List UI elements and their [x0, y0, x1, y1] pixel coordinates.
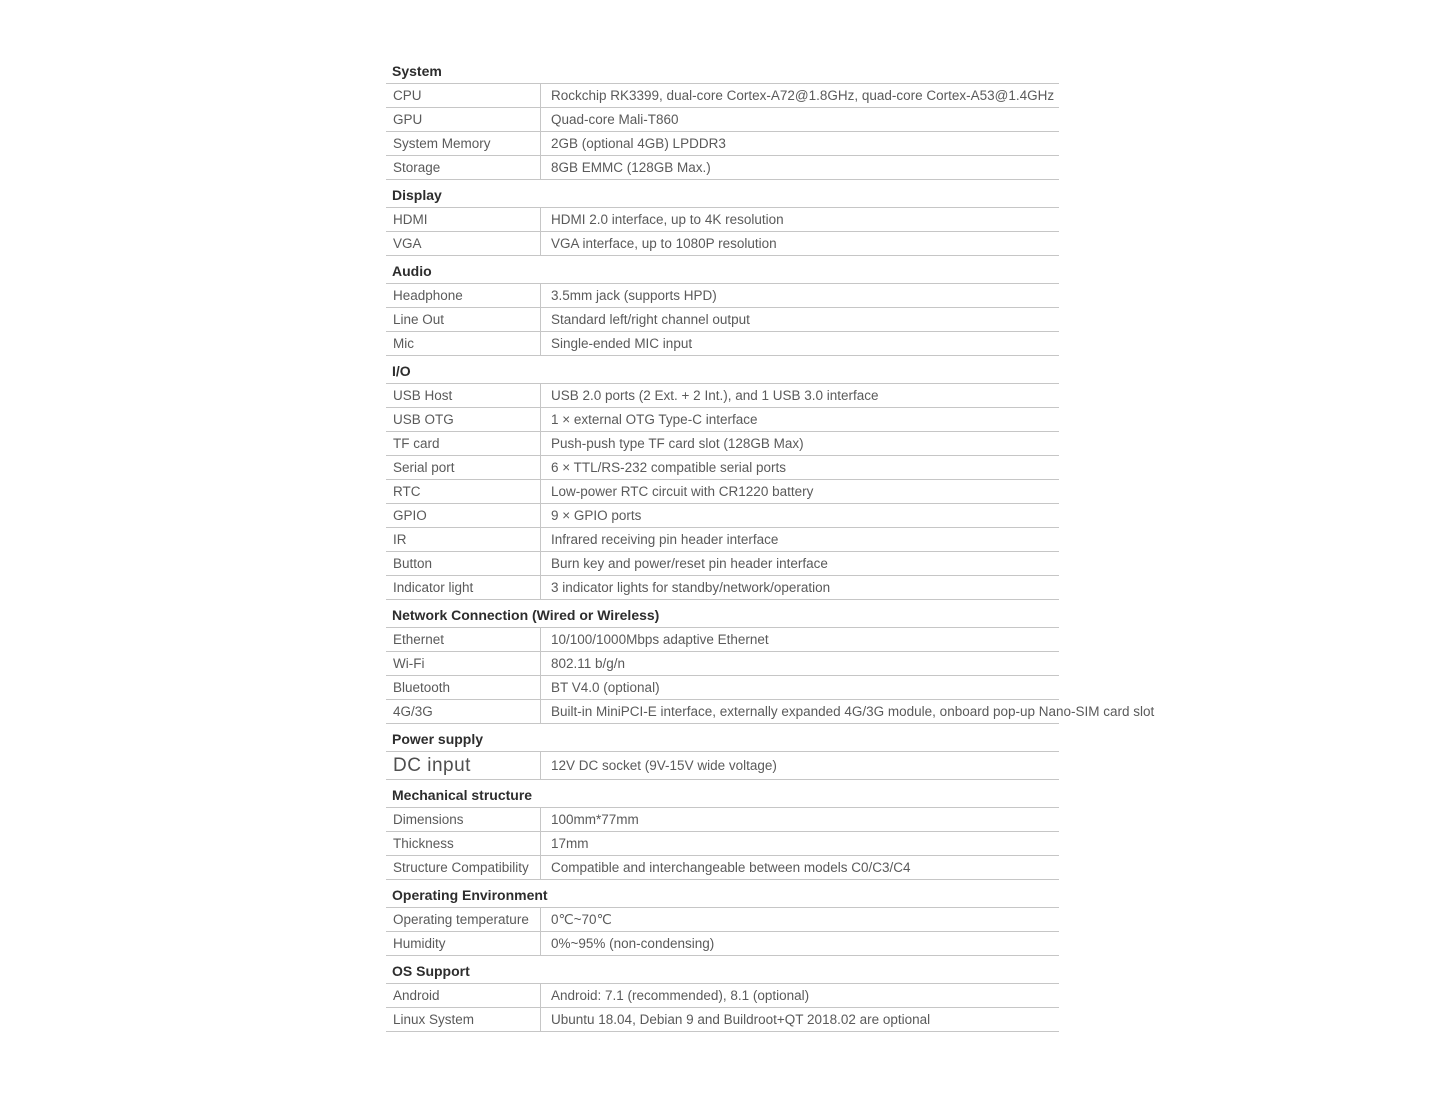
- spec-row-ir: [386, 528, 1059, 552]
- spec-row-structure-compatibility: [386, 856, 1059, 880]
- spec-value: 1 × external OTG Type-C interface: [540, 408, 1059, 431]
- spec-label: Button: [393, 556, 433, 571]
- spec-label: Operating temperature: [393, 912, 529, 927]
- spec-row-line-out: [386, 308, 1059, 332]
- spec-row-usb-otg: [386, 408, 1059, 432]
- spec-row-wi-fi: [386, 652, 1059, 676]
- spec-value: Android: 7.1 (recommended), 8.1 (optional): [540, 984, 1059, 1007]
- spec-label: DC input: [393, 755, 471, 776]
- section-title: Operating Environment: [386, 884, 1059, 908]
- spec-value: Built-in MiniPCI-E interface, externally expanded 4G/3G module, onboard pop-up Nano-SIM card slot: [540, 700, 1154, 723]
- spec-row-dimensions: [386, 808, 1059, 832]
- spec-value: Quad-core Mali-T860: [540, 108, 1059, 131]
- spec-row-thickness: [386, 832, 1059, 856]
- spec-row-operating-temperature: [386, 908, 1059, 932]
- spec-value: 6 × TTL/RS-232 compatible serial ports: [540, 456, 1059, 479]
- spec-value: Single-ended MIC input: [540, 332, 1059, 355]
- spec-row-linux-system: [386, 1008, 1059, 1032]
- spec-value: Push-push type TF card slot (128GB Max): [540, 432, 1059, 455]
- spec-value: Infrared receiving pin header interface: [540, 528, 1059, 551]
- section-title: Display: [386, 184, 1059, 208]
- section-title: Audio: [386, 260, 1059, 284]
- spec-value: 802.11 b/g/n: [540, 652, 1059, 675]
- spec-label: Indicator light: [393, 580, 474, 595]
- spec-row-tf-card: [386, 432, 1059, 456]
- spec-value: BT V4.0 (optional): [540, 676, 1059, 699]
- spec-label: Serial port: [393, 460, 455, 475]
- spec-label: RTC: [393, 484, 421, 499]
- spec-label: Wi-Fi: [393, 656, 425, 671]
- section-power-supply: [386, 728, 1059, 780]
- spec-value: Compatible and interchangeable between models C0/C3/C4: [540, 856, 1059, 879]
- spec-label: Linux System: [393, 1012, 475, 1027]
- spec-value: 100mm*77mm: [540, 808, 1059, 831]
- spec-value: Low-power RTC circuit with CR1220 battery: [540, 480, 1059, 503]
- spec-row-hdmi: [386, 208, 1059, 232]
- spec-row-dc-input: [386, 752, 1059, 780]
- spec-value: Ubuntu 18.04, Debian 9 and Buildroot+QT 2018.02 are optional: [540, 1008, 1059, 1031]
- spec-row-ethernet: [386, 628, 1059, 652]
- section-title: OS Support: [386, 960, 1059, 984]
- spec-value: Burn key and power/reset pin header interface: [540, 552, 1059, 575]
- spec-label: Humidity: [393, 936, 446, 951]
- spec-label: USB OTG: [393, 412, 454, 427]
- spec-value: 3.5mm jack (supports HPD): [540, 284, 1059, 307]
- spec-label: 4G/3G: [393, 704, 433, 719]
- spec-value: VGA interface, up to 1080P resolution: [540, 232, 1059, 255]
- section-system: [386, 60, 1059, 180]
- spec-row-indicator-light: [386, 576, 1059, 600]
- section-network-connection-wired-or-wireless: [386, 604, 1155, 724]
- spec-table: [386, 60, 1155, 1032]
- spec-row-system-memory: [386, 132, 1059, 156]
- spec-label: CPU: [393, 88, 422, 103]
- spec-label: Headphone: [393, 288, 463, 303]
- spec-value: 2GB (optional 4GB) LPDDR3: [540, 132, 1059, 155]
- spec-value: 10/100/1000Mbps adaptive Ethernet: [540, 628, 1059, 651]
- section-title: Power supply: [386, 728, 1059, 752]
- spec-row-gpu: [386, 108, 1059, 132]
- spec-label: GPIO: [393, 508, 427, 523]
- spec-row-mic: [386, 332, 1059, 356]
- spec-value: Standard left/right channel output: [540, 308, 1059, 331]
- spec-row-usb-host: [386, 384, 1059, 408]
- spec-label: Dimensions: [393, 812, 464, 827]
- spec-value: USB 2.0 ports (2 Ext. + 2 Int.), and 1 USB 3.0 interface: [540, 384, 1059, 407]
- spec-row-button: [386, 552, 1059, 576]
- section-mechanical-structure: [386, 784, 1059, 880]
- spec-label: GPU: [393, 112, 423, 127]
- spec-value: 9 × GPIO ports: [540, 504, 1059, 527]
- spec-label: Bluetooth: [393, 680, 451, 695]
- spec-label: IR: [393, 532, 407, 547]
- spec-row-gpio: [386, 504, 1059, 528]
- spec-row-storage: [386, 156, 1059, 180]
- spec-label: Storage: [393, 160, 441, 175]
- spec-row-android: [386, 984, 1059, 1008]
- section-title: Network Connection (Wired or Wireless): [386, 604, 1059, 628]
- spec-row-humidity: [386, 932, 1059, 956]
- section-title: System: [386, 60, 1059, 84]
- spec-row-bluetooth: [386, 676, 1059, 700]
- section-title: I/O: [386, 360, 1059, 384]
- spec-value: 3 indicator lights for standby/network/operation: [540, 576, 1059, 599]
- spec-row-serial-port: [386, 456, 1059, 480]
- spec-label: Ethernet: [393, 632, 445, 647]
- spec-row-vga: [386, 232, 1059, 256]
- section-operating-environment: [386, 884, 1059, 956]
- section-i-o: [386, 360, 1059, 600]
- spec-label: Structure Compatibility: [393, 860, 529, 875]
- spec-label: System Memory: [393, 136, 491, 151]
- spec-value: 0℃~70℃: [540, 908, 1059, 931]
- spec-label: TF card: [393, 436, 440, 451]
- spec-value: Rockchip RK3399, dual-core Cortex-A72@1.8GHz, quad-core Cortex-A53@1.4GHz: [540, 84, 1059, 107]
- section-audio: [386, 260, 1059, 356]
- spec-label: Thickness: [393, 836, 454, 851]
- spec-label: Mic: [393, 336, 414, 351]
- spec-row-headphone: [386, 284, 1059, 308]
- spec-value: HDMI 2.0 interface, up to 4K resolution: [540, 208, 1059, 231]
- spec-row-cpu: [386, 84, 1059, 108]
- spec-label: USB Host: [393, 388, 453, 403]
- spec-label: Line Out: [393, 312, 445, 327]
- spec-row-rtc: [386, 480, 1059, 504]
- spec-value: 8GB EMMC (128GB Max.): [540, 156, 1059, 179]
- section-display: [386, 184, 1059, 256]
- spec-value: 12V DC socket (9V-15V wide voltage): [540, 752, 1059, 779]
- spec-label: HDMI: [393, 212, 428, 227]
- spec-label: Android: [393, 988, 440, 1003]
- spec-value: 0%~95% (non-condensing): [540, 932, 1059, 955]
- spec-value: 17mm: [540, 832, 1059, 855]
- section-os-support: [386, 960, 1059, 1032]
- spec-row-4g-3g: [386, 700, 1155, 724]
- section-title: Mechanical structure: [386, 784, 1059, 808]
- spec-label: VGA: [393, 236, 422, 251]
